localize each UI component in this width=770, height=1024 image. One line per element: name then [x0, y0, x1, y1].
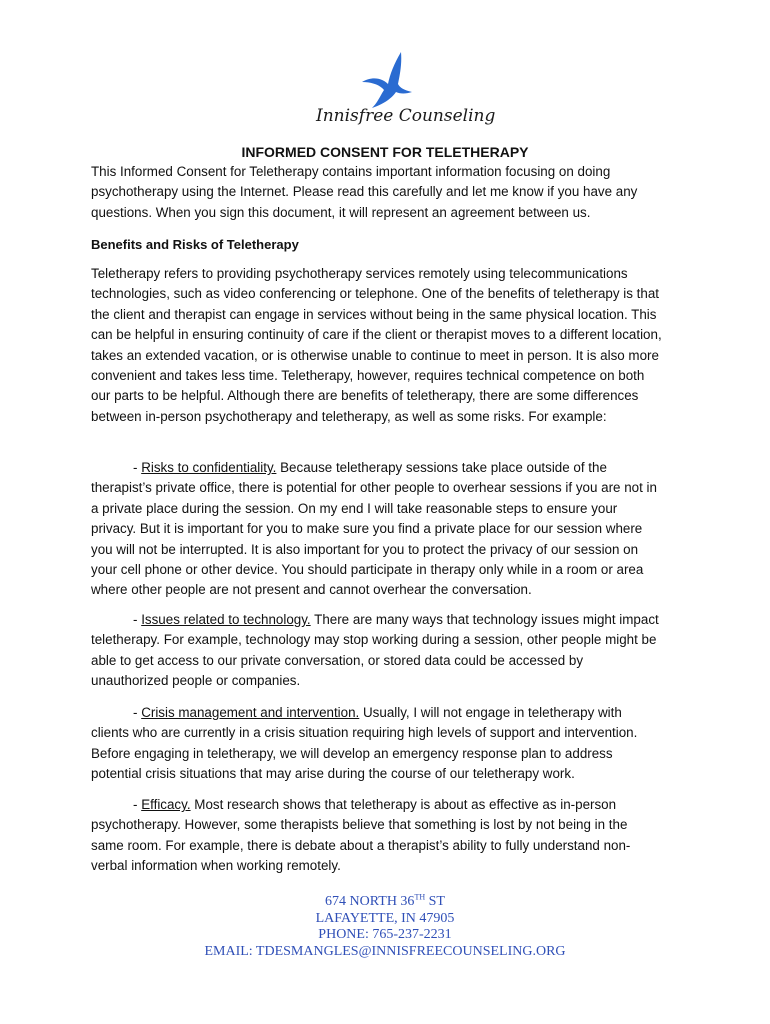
item-text: Because teletherapy sessions take place outside of the therapist’s private office, there is potential for other people to overhear sessions if you are not in a private place during the session. On my end I will take reasonable steps to ensure your privacy. But it is important for you to make sure you find a private place for our session where you will not be interrupted. It is also important for you to protect the privacy of our session on your cell phone or other device. You should participate in therapy only while in a room or area where other people are not present and cannot overhear the conversation. [91, 460, 657, 598]
footer-address-line2: LAFAYETTE, IN 47905 [315, 910, 455, 926]
logo [310, 52, 496, 132]
item-term: Risks to confidentiality. [141, 460, 277, 475]
footer-email[interactable]: EMAIL: TDESMANGLES@INNISFREECOUNSELING.ORG [204, 943, 566, 959]
section-heading: Benefits and Risks of Teletherapy [91, 237, 299, 252]
footer-address-line1: 674 NORTH 36TH ST [325, 892, 445, 909]
list-item-efficacy: - Efficacy. Most research shows that teletherapy is about as effective as in-person psychotherapy. However, some therapists believe that something is lost by not being in the same room. For example, there is debate about a therapist’s ability to fully understand non-verbal information when working remotely. [91, 797, 631, 874]
item-text: Most research shows that teletherapy is about as effective as in-person psychotherapy. However, some therapists believe that something is lost by not being in the same room. For example, there is debate about a therapist’s ability to fully understand non-verbal information when working remotely. [91, 797, 631, 874]
footer-phone: PHONE: 765-237-2231 [318, 927, 452, 943]
bird-icon [358, 52, 418, 110]
item-text: Usually, I will not engage in teletherapy with clients who are currently in a crisis situation requiring high levels of support and intervention. Before engaging in teletherapy, we will develop an emergency response plan to address potential crisis situations that may arise during the course of our teletherapy work. [91, 705, 638, 782]
footer-contact [0, 894, 770, 960]
list-item-confidentiality: - Risks to confidentiality. Because teletherapy sessions take place outside of the therapist’s private office, there is potential for other people to overhear sessions if you are not in a private place during the session. On my end I will take reasonable steps to ensure your privacy. But it is important for you to make sure you find a private place for our session where you will not be interrupted. It is also important for you to protect the privacy of our session on your cell phone or other device. You should participate in therapy only while in a room or area where other people are not present and cannot overhear the conversation. [91, 460, 657, 598]
item-text: There are many ways that technology issues might impact teletherapy. For example, technology may stop working during a session, other people might be able to get access to our private conversation, or stored data could be accessed by unauthorized people or companies. [91, 612, 659, 689]
item-term: Crisis management and intervention. [141, 705, 360, 720]
list-item-crisis: - Crisis management and intervention. Usually, I will not engage in teletherapy with clients who are currently in a crisis situation requiring high levels of support and intervention. Before engaging in teletherapy, we will develop an emergency response plan to address potential crisis situations that may arise during the course of our teletherapy work. [91, 705, 638, 782]
document-title: INFORMED CONSENT FOR TELETHERAPY [241, 144, 529, 160]
intro-paragraph: This Informed Consent for Teletherapy contains important information focusing on doing psychotherapy using the Internet. Please read this carefully and let me know if you have any questions. When you sign this document, it will represent an agreement between us. [91, 164, 638, 220]
item-term: Efficacy. [141, 797, 191, 812]
item-term: Issues related to technology. [141, 612, 311, 627]
section-body: Teletherapy refers to providing psychotherapy services remotely using telecommunications technologies, such as video conferencing or telephone. One of the benefits of teletherapy is that the client and therapist can engage in services without being in the same physical location. This can be helpful in ensuring continuity of care if the client or therapist moves to a different location, takes an extended vacation, or is otherwise unable to continue to meet in person. It is also more convenient and takes less time. Teletherapy, however, requires technical competence on both our parts to be helpful. Although there are benefits of teletherapy, there are some differences between in-person psychotherapy and teletherapy, as well as some risks. For example: [91, 266, 662, 424]
logo-text: Innisfree Counseling [316, 106, 496, 126]
list-item-technology: - Issues related to technology. There are many ways that technology issues might impact teletherapy. For example, technology may stop working during a session, other people might be able to get access to our private conversation, or stored data could be accessed by unauthorized people or companies. [91, 612, 659, 689]
